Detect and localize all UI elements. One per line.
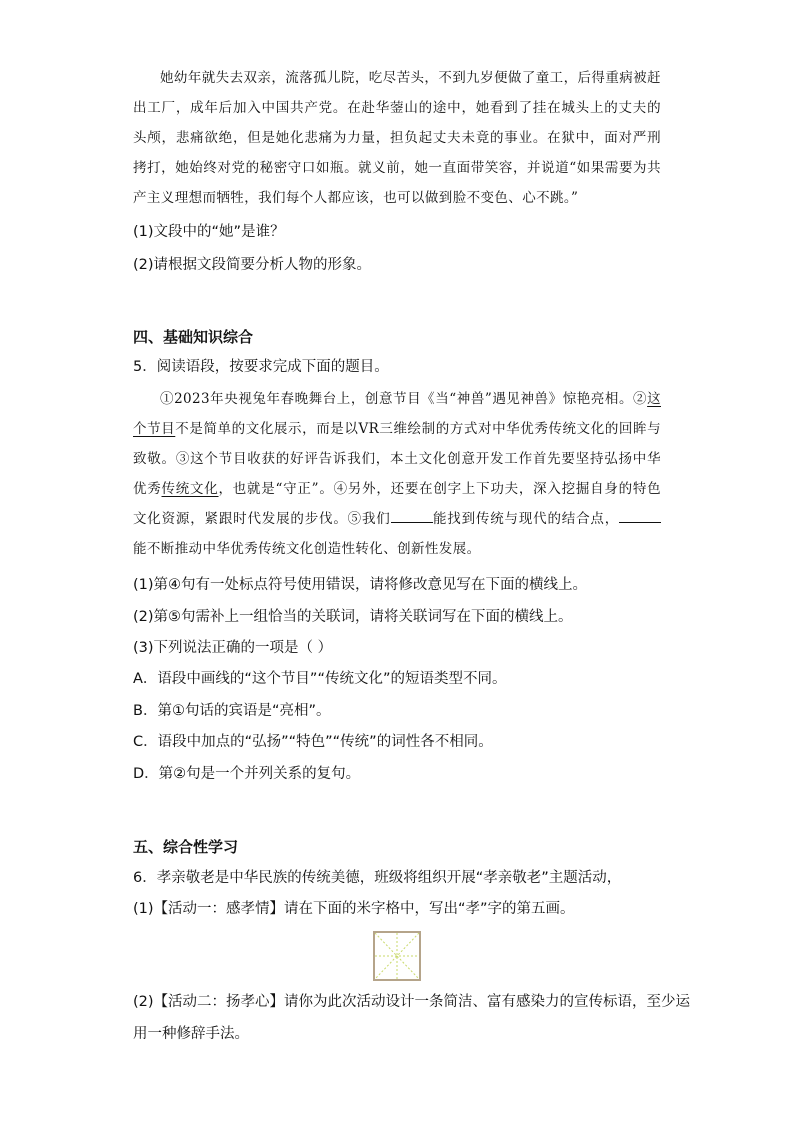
- q6-sub1: (1)【活动一：感孝情】请在下面的米字格中，写出“孝”字的第五画。: [133, 901, 575, 917]
- answer-blank-2[interactable]: [619, 508, 661, 523]
- passage-biography: 她幼年就失去双亲，流落孤儿院，吃尽苦头，不到九岁便做了童工，后得重病被赶出工厂，成年后加入中国共产党。在赴华蓥山的途中，她看到了挂在城头上的丈夫的头颅，悲痛欲绝，但是她化悲痛为力量，担负起丈夫未竟的事业。在狱中，面对严刑拷打，她始终对党的秘密守口如瓶。就义前，她一直面带笑容，并说道“如果需要为共产主义理想而牺牲，我们每个人都应该，也可以做到脸不变色、心不跳。”: [133, 70, 661, 206]
- q5-passage: [133, 384, 661, 564]
- q6-stem: 6．孝亲敬老是中华民族的传统美德，班级将组织开展“孝亲敬老”主题活动，: [133, 870, 622, 886]
- underlined-phrase-1: 这个节目: [133, 391, 661, 437]
- q4-sub1: (1)文段中的“她”是谁？: [133, 224, 285, 240]
- q4-sub2: (2)请根据文段简要分析人物的形象。: [133, 257, 372, 273]
- q5-option-c: C．语段中加点的“弘扬”“特色”“传统”的词性各不相同。: [133, 734, 493, 750]
- q6-sub2-line2: 用一种修辞手法。: [133, 1026, 249, 1042]
- q5-passage-s2: 不是简单的文化展示，而是以VR三维绘制的方式对中华优秀传统文化的回眸与致敬。③这个节目收获的好评告诉我们，本土文化创意开发工作首先要坚持弘扬中华优秀: [133, 421, 661, 497]
- underlined-phrase-2: 传统文化: [161, 481, 219, 497]
- q5-sub3: (3)下列说法正确的一项是（ ）: [133, 640, 333, 656]
- q5-option-d: D．第②句是一个并列关系的复句。: [133, 766, 361, 782]
- q5-passage-s5: 能不断推动中华优秀传统文化创造性转化、创新性发展。: [133, 541, 481, 557]
- q5-sub1: (1)第④句有一处标点符号使用错误，请将修改意见写在下面的横线上。: [133, 577, 588, 593]
- q5-option-b: B．第①句话的宾语是“亮相”。: [133, 703, 331, 719]
- answer-blank-1[interactable]: [391, 508, 433, 523]
- q5-stem: 5．阅读语段，按要求完成下面的题目。: [133, 359, 389, 375]
- q5-passage-s1: ①2023年央视兔年春晚舞台上，创意节目《当“神兽”遇见神兽》惊艳亮相。②: [160, 391, 648, 407]
- q5-passage-s3: ，也就是“守正”。④另外，还要在创字上下功夫，深入挖掘自身的特色文化资源，紧跟时代发展的步伐。⑤我们: [133, 481, 661, 527]
- q5-sub2: (2)第⑤句需补上一组恰当的关联词，请将关联词写在下面的横线上。: [133, 609, 573, 625]
- q6-sub2-line1: (2)【活动二：扬孝心】请你为此次活动设计一条简洁、富有感染力的宣传标语，至少运: [133, 994, 691, 1010]
- q5-passage-s4: 能找到传统与现代的结合点，: [432, 511, 620, 527]
- mi-grid-lines-icon: [375, 933, 419, 979]
- section-5-title: 五、综合性学习: [133, 838, 239, 856]
- mi-character-grid[interactable]: [373, 931, 421, 981]
- q5-option-a: A．语段中画线的“这个节目”“传统文化”的短语类型不同。: [133, 671, 507, 687]
- section-4-title: 四、基础知识综合: [133, 328, 254, 346]
